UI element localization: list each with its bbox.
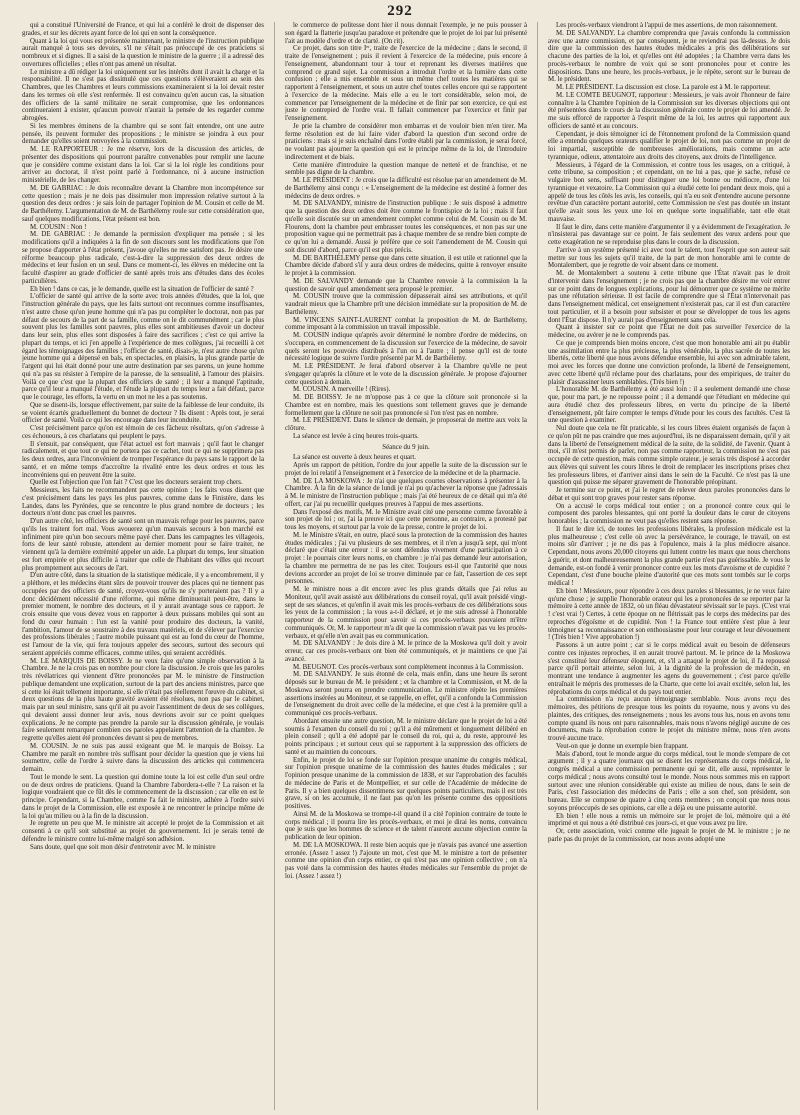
paragraph: M. le Ministre s'était, en outre, placé sous la protection de la commission des hautes études médicales ; j'ai vu plusieurs de ses membres, et il n'en a jusqu'à sept, qui m'ont déclaré que c'était une erreur : il se sont défendus vivement d'une participation à ce projet : le pourrais citer leurs noms, en chambre : je n'ai pas demandé leur autorisation, la chambre me permettra de ne pas les citer. Toujours est-il que l'autorité que nous devions accorder au projet de loi se trouve diminuée par ce fait, l'assertion de ces sept personnes. [285,531,527,586]
paragraph: Je regrette un peu que M. le ministre ait accepté le projet de la Commission et ait consenti à ce qu'il soit substitué au projet du gouvernement. Ici je serais tenté de défendre le ministre contre lui-même malgré son adhésion. [22,820,264,843]
paragraph: M. DE SALVANDY : Je dois dire à M. le prince de la Moskowa qu'il doit y avoir erreur, car ces procès-verbaux ont bien été communiqués, et je maintiens ce que j'ai avancé. [285,640,527,663]
paragraph: Quant à insister sur ce point que l'État ne doit pas surveiller l'exercice de la médecine, ou avérer je ne le comprends pas. [548,324,790,339]
paragraph: M. DE GABRIAC : Je dois reconnaître devant la Chambre mon incompétence sur cette question ; mais je ne dois pas dissimuler mon impression relative surtout à la question des deux ordres : je sais loin de partager l'opinion de M. Cousin et celle de M. de Barthélemy. L'argumentation de M. de Barthélemy roule sur cette considération que, sauf quelques modifications, l'état présent est bon. [22,184,264,223]
paragraph: Nul doute que cela ne fût praticable, si les cours libres étaient organisés de façon à ce qu'on pût ne pas craindre que mes aujourd'hui, ils ne disparaissent demain, qu'il y ait dans la liberté de l'enseignement médical de la suite, de la solidité, de l'avenir. Quant à moi, s'il m'est permis de parler, non pas comme rapporteur, la commission ne s'est pas occupée de cette question, mais comme simple orateur, je serais très disposé à accorder aux élèves qui suivent les cours libres le droit de remplacer les inscriptions prises chez les professeurs libres, et d'arriver ainsi dans le sein de la Faculté. Ce n'est pas là une question qui puisse me séparer gravement de l'honorable préopinant. [548,425,790,487]
paragraph: M. DE GABRIAC : Je demande la permission d'expliquer ma pensée ; si les modifications qu'il a indiquées à la fin de son discours sont les modifications que l'on se propose d'apporter à l'état présent, j'avoue qu'elles ne me satisfont pas. Je désire une réforme beaucoup plus radicale, c'est-à-dire la suppression des deux ordres de médecins et leur fusion en un seul. Dans ce moment-ci, les élèves en médecine ont la faculté d'aspirer au grade d'officier de santé après trois ans d'études dans des écoles particulières. [22,231,264,285]
paragraph: M. VINCENS SAINT-LAURENT combat la proposition de M. de Barthélemy, comme imposant à la commission un travail impossible. [285,316,527,332]
paragraph: Quant à la loi qui vous est présentée maintenant, le ministre de l'instruction publique aurait manqué à tous ses devoirs, s'il ne s'était pas préoccupé de ces praticiens si nombreux et si dignes. Il a saisi de la question le ministre de la guerre ; il a adressé des ouvertures officielles ; elles n'ont pas amené un résultat. [22,37,264,68]
paragraph: Il faut le dire ici, de toutes les professions libérales, la profession médicale est la plus malheureuse ; c'est celle où avec la persévérance, le courage, le travail, on est moins sûr d'arriver ; je ne dis pas à l'opulence, mais à la plus médiocre aisance. Cependant, nous avons 20,000 citoyens qui luttent contre les maux que nous cherchons à guérir, et dont malheureusement la plus grande partie n'est pas guérissable. Je vous le demande, est-on fondé à venir prononcer contre eux les mots d'avoisme et de cupidité ? Cependant, c'est d'une bouche pleine d'autorité que ces mots sont tombés sur le corps médical ! [548,525,790,587]
paragraph: Messieurs, les faits ne recommandent pas cette opinion ; les faits vous disent que c'est précisément dans les pays les plus pauvres, comme dans le Finistère, dans les Landes, dans les Pyrénées, que se rencontre le plus grand nombre de docteurs ; les docteurs n'ont donc pas cruel les pauvres. [22,487,264,518]
paragraph: M. COUSIN indique qu'après avoir déterminé le nombre d'ordre de médecins, on s'occupera, en commencement de la discussion sur l'exercice de la médecine, de savoir quels seront les pouvoirs distribués à l'un ou à l'autre ; il pense qu'il est de toute nécessité logique de suivre l'ordre présenté par M. de Barthélemy. [285,332,527,363]
paragraph: Ainsi M. de la Moskowa se trompe-t-il quand il a cité l'opinion contraire de toute le corps médical ; il pourra lire les procès-verbaux, et moi je dirai les noms, convaincu que je suis que les hommes de science et de talent n'auront aucune objection contre la publication de leur opinion. [285,810,527,841]
paragraph: Sans doute, quel que soit mon désir d'entretenir avec M. le ministre [30,843,216,851]
page-number: 292 [387,3,413,19]
paragraph: M. DE SALVANDY. La chambre comprendra que j'avais confondu la commission avec une autre commission, et par conséquent, je ne reviendrai pas là-dessus. Je dois dire que la commission des hautes études médicales a pris des délibérations sur chacune des parties de la loi, et qu'elles ont été adoptées ; la Chambre verra dans les procès-verbaux le nombre de voix qui se sont prononcées pour et contre les dispositions. Dans une heure, les procès-verbaux, je le répète, seront sur le bureau de M. le président. [548,29,790,84]
paragraph: Eh bien ! Messieurs, pour répondre à ces deux paroles si blessantes, je ne veux faire qu'une chose ; je supplie l'honorable orateur qui les a prononcées de se reporter par la mémoire à cette année de 1832, où un fléau dévastateur sévissait sur le pays. (C'est vrai ! c'est vrai !) Certes, à cette époque on ne flétrissait pas le corps des médecins par des reproches d'égoïsme et de cupidité. Non ! la France tout entière s'est plue à leur témoigner sa reconnaissance et son enthousiasme pour leur courage et leur dévouement ! (Très bien ! Vive approbation !) [548,587,790,642]
paragraph: D'un autre côté, les officiers de santé sont un mauvais refuge pour les pauvres, parce qu'ils les traitent fort mal. Vous avouerez qu'un mauvais secours à bon marché est infiniment pire qu'un bon secours même payé cher. Dans les campagnes les villageois, forts de leur santé robuste, attendent au dernier moment pour se faire traiter, ne viennent qu'à la dernière extrémité appeler un aide. La plupart du temps, leur situation est fort empirée et plus difficile à traiter que celle de l'habitant des villes qui recourt plus promptement aux secours de l'art. [22,518,264,572]
paragraph: M. LE PRÉSIDENT. Dans le silence de demain, je proposerai de mettre aux voix la clôture. [285,417,527,432]
paragraph: Il faut le dire, dans cette manière d'argumenter il y a évidemment de l'exagération. Je n'insisterai pas davantage sur ce point. Je fais seulement des vœux ardens pour que cette exagération ne se reproduise plus dans le cours de la discussion. [548,223,790,246]
paragraph: L'honorable M. de Barthélemy a été aussi loin : il a seulement demandé une chose que, pour ma part, je ne repousse point ; il a demandé que l'étudiant en médecine qui aura étudié chez des professeurs libres, en vertu du principe de la liberté d'enseignement, pût faire compter le temps d'étude pour les cours des facultés. C'est là une question à examiner. [548,386,790,425]
paragraph: M. BEUGNOT. Ces procès-verbaux sont complètement inconnus à la Commission. [293,663,524,671]
paragraph: Que se disent-ils, lorsque effectivement, par suite de la faiblesse de leur conduite, ils se voient écartés graduellement du bonnet de docteur ? Ils disent : Après tout, je serai officier de santé. Voilà ce qui les encourage dans leur inconduite. [22,401,264,425]
paragraph: M. COUSIN. A merveille ! (Rires). [293,386,391,394]
paragraph: Passons à un autre point ; car si le corps médical avait eu besoin de défenseurs contre ces injustes reproches, il en aurait trouvé partout. M. le prince de la Moskowa s'est constitué leur défenseur éloquent, et, s'il a attaqué le projet de loi, il l'a repoussé parce qu'il portait atteinte, selon lui, à la dignité de la profession de médecin, en montrant une tendance à augmenter les agens du gouvernement ; c'est parce qu'elle entraînait le mépris des promesses de la Charte, que cette loi avait excitée, selon lui, les réprobations du corps médical et du pays tout entier. [548,642,790,696]
text-columns [22,22,790,1110]
paragraph: M. COUSIN trouve que la commission dépasserait ainsi ses attributions, et qu'il vaudrait mieux que la Chambre prît une décision immédiate sur la proposition de M. de Barthélemy. [285,293,527,316]
paragraph: M. LE PRÉSIDENT : Je crois que la difficulté est résolue par un amendement de M. de Barthélemy ainsi conçu : « L'enseignement de la médecine est destiné à former des médecins de deux ordres. » [285,177,527,200]
paragraph: M. LE MARQUIS DE BOISSY. Je ne veux faire qu'une simple observation à la Chambre. Je ne la crois pas en nombre pour clore la discussion. Je crois que les paroles très révélatrices qui viennent d'être prononcées par M. le ministre de l'instruction publique demandent une explication, surtout de la part des anciens ministres, parce que si cette loi était tellement importante, si elle n'était pas réellement l'œuvre du cabinet, si deux questions de la plus haute gravité avaient été résolues, non pas par le cabinet, mais par un seul ministre, sans qu'il ait pu avoir l'assentiment de deux de ses collègues, qui devaient aussi donner leur avis, nous devrions avoir sur ce point quelques explications. Je ne compte pas prendre la parole sur la discussion générale, je voulais faire seulement remarquer combien ces paroles appelaient l'attention de la chambre. Je regrette qu'elles aient été prononcées devant si peu de membres. [22,657,264,742]
paragraph: C'est précisément parce qu'on est témoin de ces fâcheux résultats, qu'on s'adresse à ces échoueurs, à ces charlatans qui peuplent le pays. [22,425,264,440]
paragraph: Cependant, je dois témoigner ici de l'étonnement profond de la Commission quand elle a entendu quelques orateurs qualifier le projet de loi, non pas comme un projet de loi impartial, susceptible de nombreuses améliorations, mais comme un acte tyrannique, odieux, attentatoire aux droits des citoyens, aux droits de l'intelligence. [548,130,790,161]
paragraph: Cette manière d'introduire la question manque de netteté et de franchise, et ne semble pas digne de la chambre. [285,161,527,177]
paragraph: Ce projet, dans son titre Iᵉʳ, traite de l'exercice de la médecine ; dans le second, il traite de l'enseignement ; puis il revient à l'exercice de la médecine, puis encore à l'enseignement, abandonnant tour à tour et reprenant les diverses matières que comprend ce grand sujet. La commission a introduit l'ordre et la lumière dans cette confusion ; elle a mis ensemble et sous un même chef toutes les matières qui se rapportent à l'enseignement, et sous un autre chef toutes celles encore qui se rapportent à l'exercice de la médecine. Mais elle a eu le tort considérable, selon moi, de commencer par l'enseignement de la médecine et de finir par son exercice, ce qui est juste le contrepied de l'ordre vrai. Il fallait commencer par l'exercice et finir par l'enseignement. [285,45,527,122]
paragraph: On a accusé le corps médical tout entier ; on a prononcé contre ceux qui le composent des paroles blessantes, qui ont porté la douleur dans le cœur de citoyens honorables ; la commission ne veut pas qu'elles restent sans réponse. [548,502,790,525]
session-heading: Séance du 9 juin. [382,443,430,451]
paragraph: Eh bien ! dans ce cas, je le demande, quelle est la situation de l'officier de santé ? [30,285,254,293]
paragraph: La séance est levée à cinq heures trois-quarts. [293,432,419,440]
paragraph: Il s'ensuit, par conséquent, que l'état actuel est fort mauvais ; qu'il faut le changer radicalement, et que tout ce qui ne portera pas ce cachet, tout ce qui ne supprimera pas les deux ordres, aura l'inconvénient de tromper l'espérance du pays sans le rapport de la santé, et en même temps d'accroître la rivalité entre les deux ordres et tous les inconvéniens qui en peuvent être la suite. [22,440,264,479]
paragraph: La commission n'a reçu aucun témoignage semblable. Nous avons reçu des mémoires, des pétitions de presque tous les points du royaume, nous y avons vu des plaintes, des critiques, des renseignemens ; nous les avons tous lus, nous en avons tenu compte quand ils nous ont paru raisonnables, mais nous n'avons négligé aucune de ces documens, mais la réprobation contre le projet du ministre même, nous n'en avons trouvé aucune trace. [548,696,790,742]
paragraph: M. DE BARTHÉLEMY pense que dans cette situation, il est utile et rationnel que la Chambre décide d'abord s'il y aura deux ordres de médecins, quitte à renvoyer ensuite le projet à la commission. [285,254,527,277]
paragraph: Dans l'exposé des motifs, M. le Ministre avait cité une personne comme favorable à son projet de loi ; or, j'ai la preuve ici que cette personne, au contraire, a protesté par tous les moyens, et surtout par la voie de la presse, contre le projet de loi. [285,508,527,531]
column-divider [274,22,275,1110]
paragraph: L'officier de santé qui arrive de la sorte avec trois années d'études, que la loi, que l'instruction générale du pays, que les faits surtout ont reconnues comme insuffisantes, n'est autre chose qu'un jeune homme qui n'a pas pu compléter le doctorat, non pas par défaut de secours de la part de sa famille, comme on le dit communément ; car le plus souvent plus les familles sont pauvres, plus elles sont ambitieuses d'avoir un docteur dans leur sein, plus elles sont disposées à faire des sacrifices ; c'est ce qui arrive la plupart du temps, et ici j'en appelle à l'expérience de mes collègues, j'ai recueilli à cet égard les témoignages des familles ; l'officier de santé, disais-je, n'est autre chose qu'un jeune homme qui a dépensé en bals, en spectacles, en plaisirs, la plus grande partie de l'argent qui lui était donné pour une autre destination par ses parens, un jeune homme qui n'a pas su résister à l'empire de la paresse, de la sensualité, à l'amour des plaisirs. Voilà ce que c'est que la plupart des officiers de santé ; il leur a manqué l'aptitude, parce qu'il leur a manqué l'étude, et l'étude la plupart du temps leur a fait défaut, parce que le courage, les efforts, la vertu en un mot ne les a pas soutenus. [22,293,264,401]
paragraph: M. LE RAPPORTEUR : Je me réserve, lors de la discussion des articles, de présenter des dispositions qui pourront paraître convenables pour remplir une lacune que je considère comme existant dans la loi. Car si la loi règle les conditions pour arriver au doctorat, il n'est point parlé à l'ordonnance, ni à aucune instruction ministérielle, de les changer. [22,146,264,184]
column-divider [537,22,538,1110]
paragraph: Si les membres éminens de la chambre qui se sont fait entendre, ont une autre pensée, ils peuvent formuler des propositions ; le ministre se joindra à eux pour demander qu'elles soient renvoyées à la commission. [22,122,264,146]
paragraph: Je prie la chambre de considérer mon embarras et de vouloir bien m'en tirer. Ma ferme résolution est de lui faire vider d'abord la question d'un second ordre de praticiens : mais si je suis enchaîné dans l'ordre établi par la commission, je serai forcé, ne voulant pas ajourner la question qui est le principe même de la loi, de l'introduire indirectement et de biais. [285,122,527,161]
column-right [548,22,790,1110]
paragraph: La séance est ouverte à deux heures et quart. [293,454,417,462]
paragraph: M. LE PRÉSIDENT. La discussion est close. La parole est à M. le rapporteur. [556,84,771,91]
paragraph: M. DE LA MOSKOWA. Il reste bien acquis que je n'avais pas avancé une assertion erronée. (Assez ! assez !) J'ajoute un mot, c'est que M. le ministre a tort de présenter comme une opinion d'un corps entier, ce qui n'est pas une opinion collective ; on n'a pas voté dans la commission des hautes études médicales sur l'ensemble du projet de loi. (Assez ! assez !) [285,841,527,880]
paragraph: Le ministre a dû rédiger la loi uniquement sur les intérêts dont il avait la charge et la responsabilité. Il ne s'est pas dissimulé que ces questions s'élèveraient au sein des Chambres, que les Chambres et leurs commissions examineraient si la loi devait rester dans les termes où elle s'est renfermée. Il est convaincu qu'en aucun cas, la situation des officiers de la santé militaire ne serait compromise, que les ordonnances continueraient à exister, qu'aucun pouvoir n'aurait la pensée de les regarder comme abrogées. [22,68,264,122]
paragraph: Après un rapport de pétition, l'ordre du jour appelle la suite de la discussion sur le projet de loi relatif à l'enseignement et à l'exercice de la médecine et de la pharmacie. [285,462,527,477]
paragraph: Enfin, le projet de loi se fonde sur l'opinion presque unanime du congrès médical, sur l'opinion presque unanime de la commission des hautes études médicales ; sur l'opinion presque unanime de la commission de 1838, et sur l'approbation des facultés de médecine de Paris et de Montpellier, et sur celle de l'Académie de médecine de Paris. Il y a bien quelques dissentimens sur quelques points particuliers, mais il est très grave, si on les accumule, il ne faut pas qu'on les présente comme des oppositions positives. [285,756,527,810]
paragraph: J'arrive à un système présenté ici avec tout le talent, tout l'esprit que son auteur sait mettre sur tous les sujets qu'il traite, de la part de mon honorable ami le comte de Montalembert, que je regrette de voir absent dans ce moment. [548,246,790,270]
paragraph: qui a constitué l'Université de France, et qui lui a conféré le droit de dispenser des grades, et sur les décrets ayant force de loi qui en sont la conséquence. [22,22,264,37]
paragraph: M. DE LA MOSKOWA : Je n'ai que quelques courtes observations à présenter à la Chambre. À la fin de la séance de lundi je n'ai pu qu'achever la réponse que j'adressais à M. le ministre de l'instruction publique ; mais j'ai été heureux de ce détail qui m'a été offert, car j'ai pu recueillir quelques preuves à l'appui de mes assertions. [285,477,527,508]
paragraph: Eh bien ! elle nous a remis un mémoire sur le projet de loi, mémoire qui a été imprimé et qui nous a été distribué ces jours-ci, et que vous avez pu lire. [548,812,790,828]
paragraph: Quelle est l'objection que l'on fait ? C'est que les docteurs seraient trop chers. [30,479,243,487]
column-middle [285,22,527,1110]
paragraph: M. DE SALVANDY demande que la Chambre renvoie à la commission la la question de savoir quel amendement sera proposé le premier. [285,277,527,293]
paragraph: M. LE PRÉSIDENT. Je ferai d'abord observer à la Chambre qu'elle ne peut s'engager qu'après la clôture et le vote de la discussion générale. Je propose d'ajourner cette question à demain. [285,363,527,386]
paragraph: Veut-on que je donne un exemple bien frappant. [556,742,689,750]
paragraph: M. COUSIN. Je ne suis pas aussi exigeant que M. le marquis de Boissy. La Chambre me paraît en nombre très suffisant pour décider la question que je viens lui soumettre, celle de l'ordre à suivre dans la discussion des articles qui commencera demain. [22,742,264,773]
paragraph: Tout le monde le sent. La question qui domine toute la loi est celle d'un seul ordre ou de deux ordres de praticiens. Quand la Chambre l'abordera-t-elle ? La raison et la logique voudraient que ce fût dès le commencement de la discussion ; car elle en est le principe. Cependant, si la Chambre, comme l'a fait le ministre, adhère à l'ordre suivi dans le projet de la Commission, elle est exposée à ne rencontrer le principe même de la loi qu'au milieu ou à la fin de la discussion. [22,773,264,820]
paragraph: Abordant ensuite une autre question, M. le ministre déclare que le projet de loi a été soumis à l'examen du conseil du roi ; qu'il a été mûrement et longuement délibéré en plein conseil ; qu'il a été adopté par le conseil du roi, qui a, du reste, approuvé les points principaux ; et surtout ceux qui se rapportent à la suppression des officiers de santé et au maintien du concours. [285,717,527,756]
paragraph: Je termine sur ce point, et j'ai le regret de relever deux paroles prononcées dans le débat et qui sont trop graves pour rester sans réponse. [548,487,790,502]
paragraph: Ce que je comprends bien moins encore, c'est que mon honorable ami ait pu établir une assimilation entre la plus précieuse, la plus vénérable, la plus sacrée de toutes les libertés, cette liberté que nous avons défendue ensemble, lui avec son admirable talent, moi avec les forces que donne une conviction profonde, la liberté de l'enseignement, avec cette liberté qu'il réclame pour des charlatans, pour des empiriques, de traiter du plaisir d'assassiner leurs semblables. (Très bien !) [548,339,790,386]
paragraph: M. DE BOISSY. Je ne m'oppose pas à ce que la clôture soit prononcée si la Chambre est en nombre, mais les questions sont tellement graves que je demande formellement que la clôture ne soit pas prononcée si l'on n'est pas en nombre. [285,394,527,417]
paragraph: Messieurs, à l'égard de la Commission, et contre tous les usages, on a critiqué, à cette tribune, sa composition ; et cependant, on ne lui a pas, que je sache, refusé ce vulgaire bon sens, suffisant pour distinguer une loi bonne ou médiocre, d'une loi tyrannique et vexatoire. La Commission qui a étudié cette loi pendant deux mois, qui a appelé de tous les côtés les avis, les conseils, qui n'a eu soit d'entendre aucune personne revêtue d'un caractère portant autorité, cette Commission ne s'est pas doutée un instant qu'elle avait sous les yeux une loi en quelque sorte inqualifiable, tant elle était mauvaise. [548,161,790,223]
paragraph: M. DE SALVANDY, ministre de l'instruction publique : Je suis disposé à admettre que la question des deux ordres doit être comme le frontispice de la loi ; mais il faut qu'elle soit discutée sur un amendement complet comme celui de M. Cousin ou de M. Flourens, dont la chambre peut embrasser toutes les conséquences, et non pas sur une proposition vague qui ne permettrait pas à chaque membre de se rendre bien compte de ce qu'on lui a demandé. Aussi je préfère que ce soit l'amendement de M. Cousin qui soit discuté d'abord, parce qu'il est plus précis. [285,200,527,254]
paragraph: M. de Montalembert a soutenu à cette tribune que l'État n'avait pas le droit d'intervenir dans l'enseignement ; je ne crois pas que la chambre désire me voir entrer sur ce point dans de longues explications, pour lui démontrer que ce système ne mérite pas une réfutation sérieuse. Il est facile de comprendre que si l'État n'intervenait pas dans l'enseignement médical, cet enseignement n'existerait pas, car il est d'un caractère tout particulier, et il a besoin pour subsister et pour se développer de tous les agens dont l'État dispose. Il n'y aurait pas d'enseignement sans cela. [548,270,790,324]
paragraph: M. COUSIN : Non ! [30,223,87,231]
paragraph: D'un autre côté, dans la situation de la statistique médicale, il y a encombrement, il y a pléthore, et les médecins étant sûrs de pouvoir trouver des places qui ne tiennent pas occupées par des officiers de santé, croyez-vous qu'ils ne s'y porteraient pas ? Il y a donc décidément nécessité d'une réforme, qui même diminuerait peut-être, dans le premier moment, le nombre des docteurs, et il y aurait avantage sous ce rapport. Je crois ensuite que vous devez vous en rapporter à deux puissans mobiles qui sont au fond du cœur humain : l'un est la vanité pour produire des docteurs, la vanité, l'ambition, l'amour de se soustraire à des travaux matériels, et de s'élever par l'exercice des professions libérales ; l'autre mobile puissant qui est au fond du cœur de l'homme, est l'amour de la vie, qui fera toujours appeler des secours, surtout des secours qui seraient appréciés comme efficaces, comme utiles, qui seraient accrédités. [22,572,264,657]
paragraph: Mais d'abord, tout le monde argue du corps médical, tout le monde s'empare de cet argument ; il y a quatre journaux qui se disent les représentans du corps médical, le congrès médical a une commission permanente qui se dit, elle aussi, représenter le corps médical ; nous avons consulté tout le monde. Nous nous sommes mis en rapport surtout avec une réunion considérable qui existe au milieu de nous, dans le sein de Paris, c'est l'association des médecins de Paris ; elle a son chef, son président, son bureau. Elle se compose de quatre à cinq cents membres ; on conçoit que nous nous soyons préoccupés de ses opinions, car elle a déjà eu une puissante autorité. [548,750,790,812]
column-left [22,22,264,1110]
paragraph: Or, cette association, voici comme elle jugeait le projet de M. le ministre ; je ne parle pas du projet de la commission, car nous avons adopté une [548,828,790,843]
paragraph: M. le ministre nous a dit encore avec les plus grands détails que j'ai relus au Moniteur, qu'il avait assisté aux délibérations du conseil royal, qu'il avait présidé vingt-sept de ses séances, et qu'enfin il avait mis les procès-verbaux de ces délibérations sous les yeux de la commission ; la vous a-t-il déclaré, et je me suis adressé à l'honorable rapporteur de la commission pour savoir si ces procès-verbaux pouvaient m'être communiqués. Or, M. le rapporteur m'a dit que la commission n'avait pas vu les procès-verbaux, et qu'elle n'en avait pas eu communication. [285,586,527,640]
paragraph: le commerce de politesse dont hier il nous donnait l'exemple, je ne puis pousser à son égard la flatterie jusqu'au paradoxe et prétendre que le projet de loi par lui présenté l'ait au modèle d'ordre et de clarté. (On rit). [285,22,527,45]
paragraph: M. DE SALVANDY. Je suis étonné de cela, mais enfin, dans une heure ils seront déposés sur le bureau de M. le président ; et la chambre et la Commission, et M. de la Moskowa seront pourra en prendre communication. Le ministre répète les premières assertions insérées au Moniteur, et se rappelle, en effet, qu'il a confondu la Commission de l'enseignement du droit avec celle de la médecine, et que c'est à la première qu'il a communiqué ces procès-verbaux. [285,671,527,717]
paragraph: M. LE COMTE BEUGNOT, rapporteur : Messieurs, je vais avoir l'honneur de faire connaître à la Chambre l'opinion de la Commission sur les diverses objections qui ont été présentées dans le cours de la discussion générale contre le projet de loi amendé. Je me suis efforcé de rapporter à l'esprit même de la loi, les autres qui rapportent aux officiers de santé et au concours. [548,91,790,130]
paragraph: Les procès-verbaux viendront à l'appui de mes assertions, de mon raisonnement. [556,22,778,29]
